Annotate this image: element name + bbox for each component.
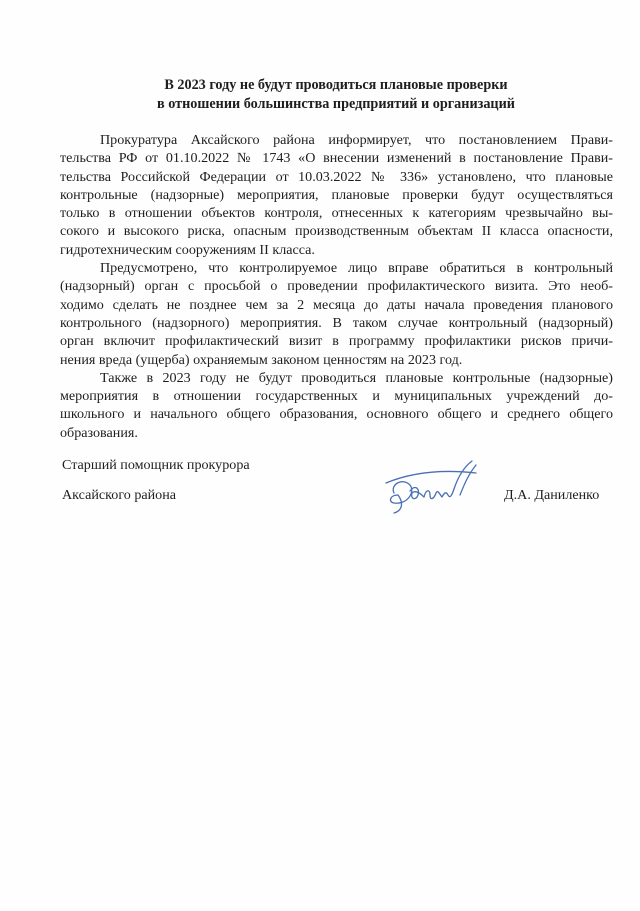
text-line: Предусмотрено, что контролируемое лицо вправе обратиться в контрольный: [100, 260, 613, 277]
text-line: мероприятия в отношении государственных и муниципальных учреждений до-: [60, 388, 613, 405]
position-line-2: Аксайского района: [62, 487, 177, 503]
title-line-2: в отношении большинства предприятий и организаций: [157, 96, 515, 112]
signatory-position: [62, 456, 250, 504]
text-line: образования.: [60, 424, 138, 441]
text-line: контрольного (надзорного) мероприятия. В таком случае контрольный (надзорный): [60, 314, 613, 331]
text-line: тельства РФ от 01.10.2022 № 1743 «О внесении изменений в постановление Прави-: [60, 150, 613, 167]
handwritten-signature: [380, 455, 490, 525]
text-line: ходимо сделать не позднее чем за 2 месяца до даты начала проведения планового: [60, 296, 613, 313]
text-line: (надзорный) орган с просьбой о проведении профилактического визита. Это необ-: [60, 278, 613, 295]
title-line-1: В 2023 году не будут проводиться плановые проверки: [164, 77, 508, 93]
text-line: Также в 2023 году не будут проводиться плановые контрольные (надзорные): [100, 369, 613, 386]
text-line: только в отношении объектов контроля, отнесенных к категориям чрезвычайно вы-: [60, 205, 613, 222]
paragraph-1: [60, 131, 613, 259]
text-line: школьного и начального общего образования, основного общего и среднего общего: [60, 406, 613, 423]
text-line: нения вреда (ущерба) охраняемым законом ценностям на 2023 год.: [60, 351, 463, 368]
text-line: контрольные (надзорные) мероприятия, плановые проверки будут осуществляться: [60, 186, 613, 203]
document-title: [60, 76, 612, 114]
document-body: [60, 131, 613, 442]
text-line: тельства Российской Федерации от 10.03.2022 № 336» установлено, что плановые: [60, 168, 613, 185]
text-line: сокого и высокого риска, опасным производственным объектам II класса опасности,: [60, 223, 613, 240]
position-line-1: Старший помощник прокурора: [62, 457, 250, 473]
text-line: гидротехническим сооружениям II класса.: [60, 241, 315, 258]
paragraph-2: [60, 259, 613, 369]
text-line: орган включит профилактический визит в программу профилактики рисков причи-: [60, 333, 613, 350]
paragraph-3: [60, 369, 613, 442]
text-line: Прокуратура Аксайского района информирует, что постановлением Прави-: [100, 132, 613, 148]
signatory-name: Д.А. Даниленко: [504, 487, 600, 503]
